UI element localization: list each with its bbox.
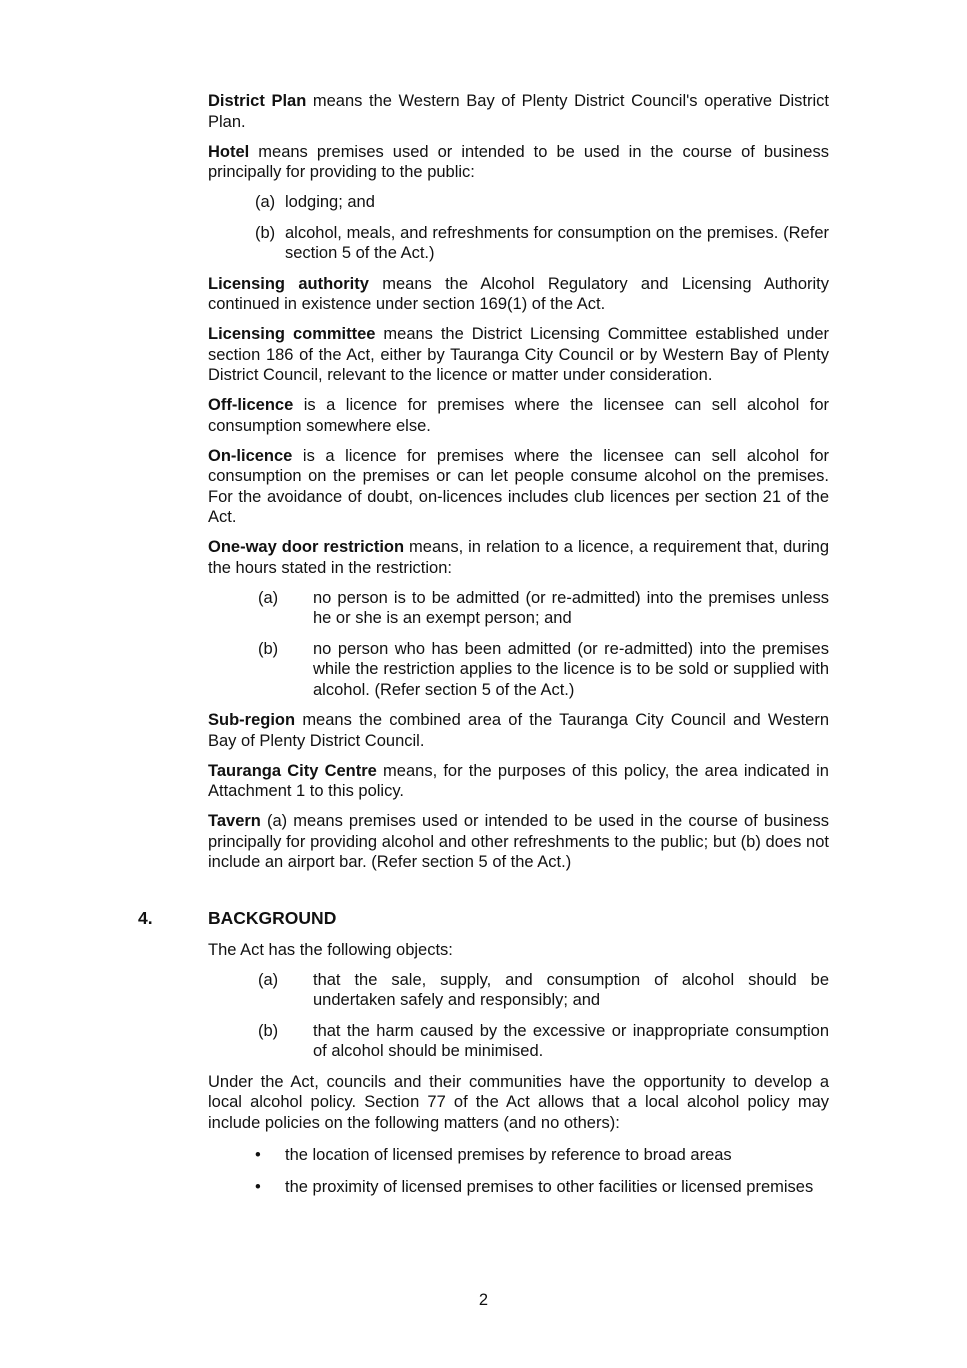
list-item (255, 192, 829, 213)
bullet-item (255, 1145, 829, 1166)
definition-one-way-door-restriction (208, 537, 829, 578)
list-item-text: no person is to be admitted (or re-admitted) into the premises unless he or she is an exempt person; and (313, 588, 829, 627)
definition-text: means premises used or intended to be used in the course of business principally for providing to the public: (208, 142, 829, 181)
definition-text: means, for the purposes of this policy, the area indicated in Attachment 1 to this policy. (208, 761, 829, 800)
definition-hotel (208, 142, 829, 183)
definition-tauranga-city-centre (208, 761, 829, 802)
definition-text: means the District Licensing Committee established under section 186 of the Act, either by Tauranga City Council or by Western Bay of Plenty District Council, relevant to the licence or matter under consideration. (208, 325, 829, 384)
list-item-text: that the sale, supply, and consumption of alcohol should be undertaken safely and responsibly; and (313, 970, 829, 1009)
definition-term: Off-licence (208, 396, 294, 414)
list-item-text: no person who has been admitted (or re-admitted) into the premises while the restriction applies to the licence is to be sold or supplied with alcohol. (Refer section 5 of the Act.) (313, 639, 829, 699)
definition-text: means the combined area of the Tauranga City Council and Western Bay of Plenty District Council. (208, 711, 829, 750)
page-content (138, 91, 830, 1208)
background-paragraph: Under the Act, councils and their communities have the opportunity to develop a local alcohol policy. Section 77 of the Act allows that a local alcohol policy may include policies on the following matters (and no others): (208, 1072, 829, 1132)
definition-district-plan (208, 91, 829, 132)
list-item (258, 639, 829, 701)
definition-licensing-committee (208, 324, 829, 386)
definition-term: On-licence (208, 446, 293, 465)
list-item-text: that the harm caused by the excessive or inappropriate consumption of alcohol should be minimised. (313, 1021, 829, 1060)
section-number: 4. (138, 907, 153, 928)
definition-sub-region (208, 710, 829, 751)
section-title: BACKGROUND (208, 907, 337, 928)
list-item-text: lodging; and (285, 193, 375, 211)
definition-text: is a licence for premises where the licensee can sell alcohol for consumption somewhere else. (208, 396, 829, 435)
bullet-text: the location of licensed premises by reference to broad areas (285, 1146, 732, 1164)
list-item (258, 588, 829, 629)
bullet-text: the proximity of licensed premises to other facilities or licensed premises (285, 1177, 814, 1196)
list-item (258, 970, 829, 1011)
definition-text: is a licence for premises where the licensee can sell alcohol for consumption on the premises or can let people consume alcohol on the premises. For the avoidance of doubt, on-licences includes club licences per section 21 of the Act. (208, 446, 829, 526)
list-item-label: (a) (258, 970, 279, 989)
list-item (255, 223, 829, 264)
section-heading (138, 907, 829, 929)
definition-text: means the Western Bay of Plenty District Council's operative District Plan. (208, 92, 829, 131)
definition-term: Tavern (208, 812, 261, 830)
list-item-label: (b) (258, 639, 279, 658)
list-item-label: (b) (255, 223, 276, 242)
list-item-text: alcohol, meals, and refreshments for consumption on the premises. (Refer section 5 of the Act.) (285, 223, 829, 262)
definition-term: Sub-region (208, 711, 296, 729)
bullet-icon: • (255, 1177, 261, 1196)
bullet-item (255, 1177, 829, 1198)
definition-text: means the Alcohol Regulatory and Licensing Authority continued in existence under section 169(1) of the Act. (208, 274, 830, 313)
list-item-label: (a) (258, 588, 279, 607)
definition-text: means, in relation to a licence, a requirement that, during the hours stated in the restriction: (208, 538, 829, 577)
page-number: 2 (478, 1291, 489, 1309)
definition-term: Hotel (208, 142, 250, 161)
definition-term: Tauranga City Centre (208, 761, 377, 780)
definition-term: One-way door restriction (208, 538, 405, 556)
definition-term: Licensing committee (208, 325, 376, 343)
list-item (258, 1021, 829, 1062)
list-item-label: (b) (258, 1021, 279, 1040)
definition-on-licence (208, 446, 829, 528)
definition-licensing-authority (208, 274, 829, 315)
list-item-label: (a) (255, 193, 276, 211)
definition-term: District Plan (208, 92, 307, 110)
bullet-icon: • (255, 1146, 261, 1164)
definition-text: (a) means premises used or intended to be used in the course of business principally for providing alcohol and other refreshments to the public; but (b) does not include an airport bar. (Refer section 5 of the Act.) (208, 812, 829, 871)
definition-tavern (208, 811, 829, 873)
definition-term: Licensing authority (208, 274, 369, 293)
background-intro: The Act has the following objects: (208, 940, 453, 959)
definition-off-licence (208, 395, 829, 436)
